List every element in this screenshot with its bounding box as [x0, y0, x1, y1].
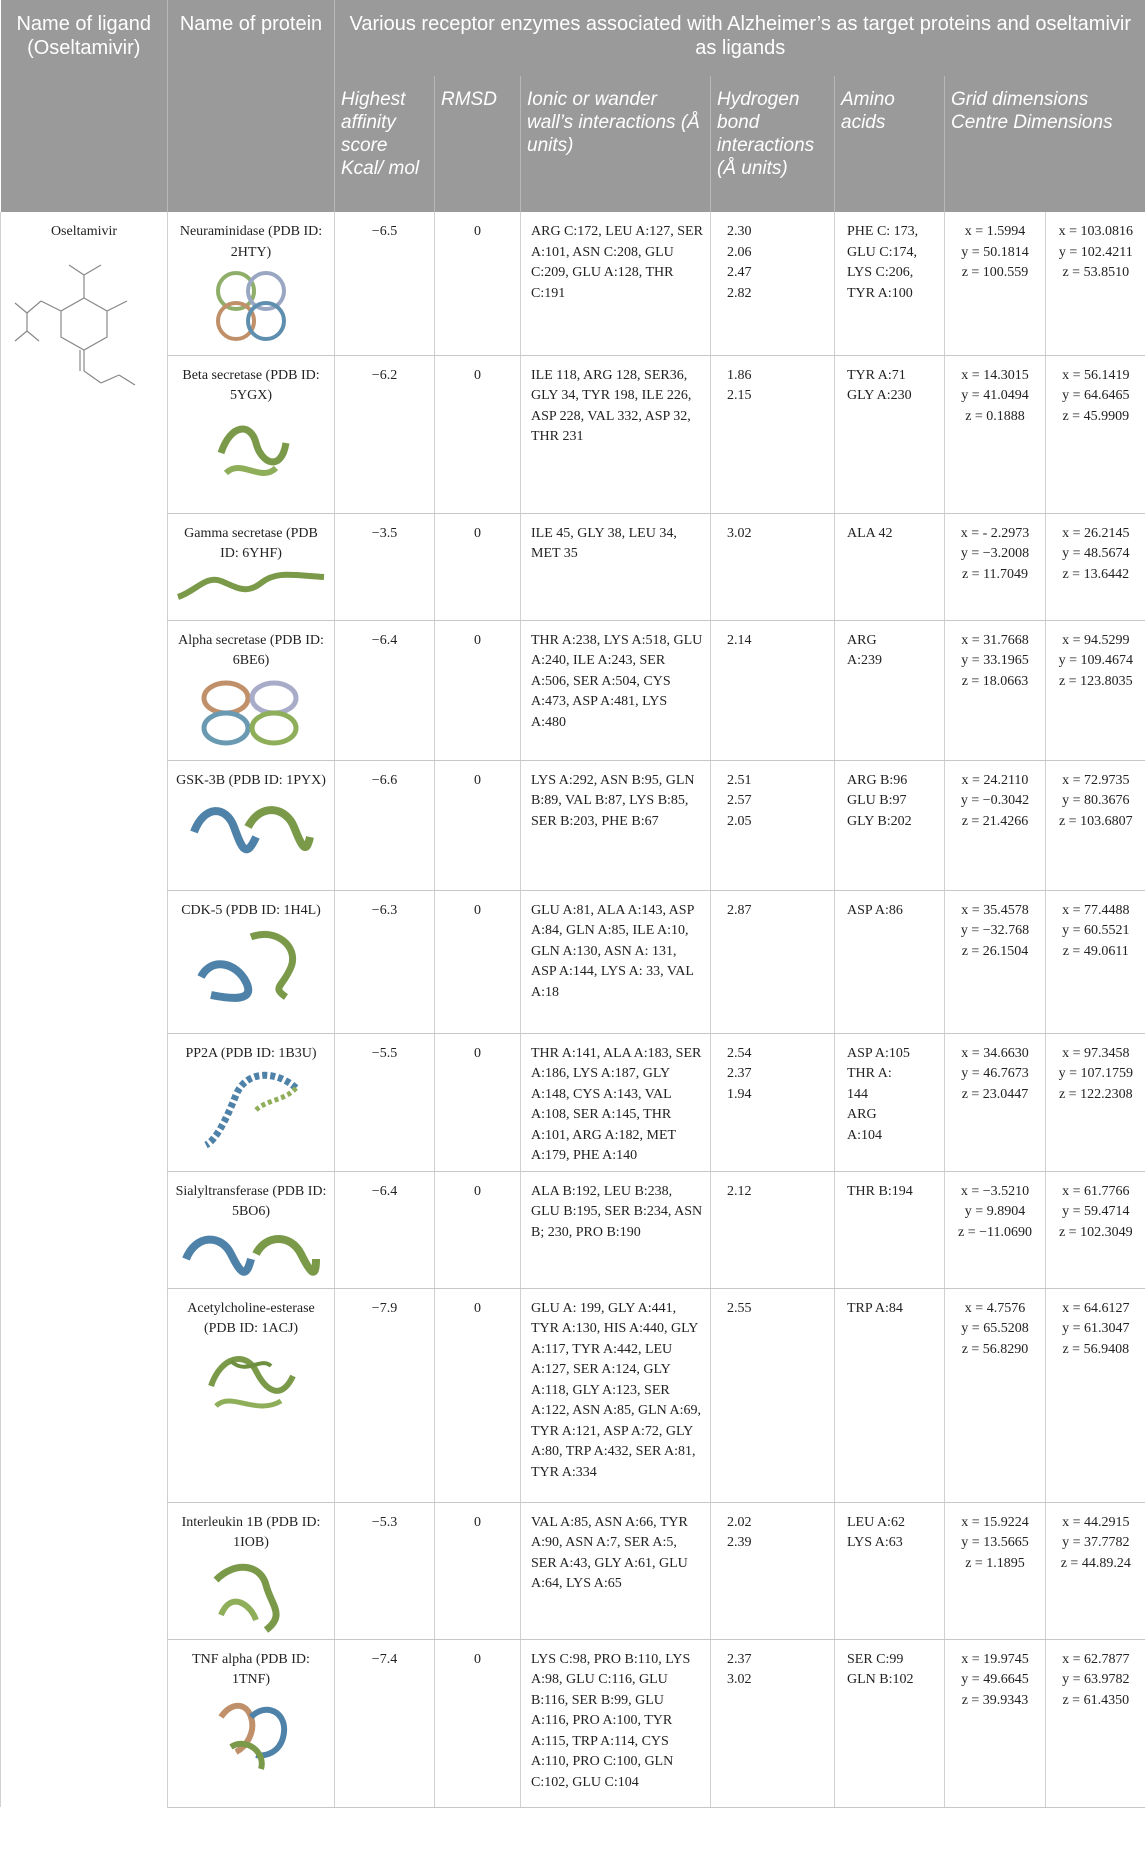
- ligand-name: Oseltamivir: [50, 224, 118, 239]
- affinity-cell-2: −3.5: [335, 513, 435, 620]
- affinity-cell-8: −7.9: [335, 1288, 435, 1502]
- rmsd-cell-10: 0: [435, 1639, 521, 1807]
- interactions-cell-4: LYS A:292, ASN B:95, GLN B:89, VAL B:87, LYS B:85, SER B:203, PHE B:67: [521, 760, 711, 890]
- dims-cell-9: x = 44.2915 y = 37.7782 z = 44.89.24: [1046, 1502, 1145, 1639]
- protein-ribbon-icon: [206, 413, 296, 488]
- rmsd-cell-1: 0: [435, 355, 521, 513]
- interactions-cell-5: GLU A:81, ALA A:143, ASP A:84, GLN A:85, ILE A:10, GLN A:130, ASN A: 131, ASP A:144, LYS A: 33, VAL A:18: [521, 890, 711, 1033]
- hbond-header: Hydrogen bond interactions (Å units): [711, 76, 835, 212]
- hbond-cell-0: 2.30 2.06 2.47 2.82: [711, 212, 835, 355]
- horseshoe-protein-icon: [196, 1070, 306, 1150]
- amino-cell-9: LEU A:62 LYS A:63: [835, 1502, 945, 1639]
- affinity-cell-0: −6.5: [335, 212, 435, 355]
- dims-cell-7: x = 61.7766 y = 59.4714 z = 102.3049: [1046, 1171, 1145, 1288]
- ligand-cell: [1, 212, 168, 1807]
- protein-name: Gamma secretase (PDB ID: 6YHF): [184, 525, 318, 561]
- protein-name: Alpha secretase (PDB ID: 6BE6): [178, 632, 324, 668]
- group-header: Various receptor enzymes associated with Alzheimer’s as target proteins and oseltamivir as ligands: [335, 0, 1145, 76]
- affinity-cell-6: −5.5: [335, 1033, 435, 1171]
- multi-domain-protein-icon: [196, 678, 306, 748]
- hbond-cell-7: 2.12: [711, 1171, 835, 1288]
- protein-cell-6: [168, 1033, 335, 1171]
- dims-cell-4: x = 72.9735 y = 80.3676 z = 103.6807: [1046, 760, 1145, 890]
- rmsd-cell-6: 0: [435, 1033, 521, 1171]
- rmsd-cell-3: 0: [435, 620, 521, 760]
- amino-cell-4: ARG B:96 GLU B:97 GLY B:202: [835, 760, 945, 890]
- affinity-cell-4: −6.6: [335, 760, 435, 890]
- centre-cell-8: x = 4.7576 y = 65.5208 z = 56.8290: [945, 1288, 1046, 1502]
- helix-protein-icon: [176, 571, 326, 601]
- amino-cell-0: PHE C: 173, GLU C:174, LYS C:206, TYR A:100: [835, 212, 945, 355]
- protein-cell-10: [168, 1639, 335, 1807]
- centre-cell-1: x = 14.3015 y = 41.0494 z = 0.1888: [945, 355, 1046, 513]
- table-row: [1, 212, 1145, 355]
- protein-cell-1: [168, 355, 335, 513]
- affinity-cell-3: −6.4: [335, 620, 435, 760]
- table-row: [1, 1639, 1145, 1807]
- interactions-cell-6: THR A:141, ALA A:183, SER A:186, LYS A:187, GLY A:148, CYS A:143, VAL A:108, SER A:145, THR A:101, ARG A:182, MET A:179, PHE A:140: [521, 1033, 711, 1171]
- protein-cell-5: [168, 890, 335, 1033]
- centre-cell-10: x = 19.9745 y = 49.6645 z = 39.9343: [945, 1639, 1046, 1807]
- protein-name: CDK-5 (PDB ID: 1H4L): [181, 902, 321, 918]
- ligand-column-header: Name of ligand (Oseltamivir): [1, 0, 168, 212]
- hbond-cell-6: 2.54 2.37 1.94: [711, 1033, 835, 1171]
- rmsd-header: RMSD: [435, 76, 521, 212]
- affinity-cell-10: −7.4: [335, 1639, 435, 1807]
- amino-cell-6: ASP A:105 THR A: 144 ARG A:104: [835, 1033, 945, 1171]
- interactions-cell-10: LYS C:98, PRO B:110, LYS A:98, GLU C:116, GLU B:116, SER B:99, GLU A:116, PRO A:100, TYR A:115, TRP A:114, CYS A:110, PRO C:100, GLN C:102, GLU C:104: [521, 1639, 711, 1807]
- protein-cell-3: [168, 620, 335, 760]
- table-row: [1, 1171, 1145, 1288]
- affinity-cell-7: −6.4: [335, 1171, 435, 1288]
- interactions-cell-7: ALA B:192, LEU B:238, GLU B:195, SER B:234, ASN B; 230, PRO B:190: [521, 1171, 711, 1288]
- protein-cell-0: [168, 212, 335, 355]
- protein-cell-2: [168, 513, 335, 620]
- dims-cell-2: x = 26.2145 y = 48.5674 z = 13.6442: [1046, 513, 1145, 620]
- amino-cell-8: TRP A:84: [835, 1288, 945, 1502]
- protein-ribbon-icon: [201, 1346, 301, 1421]
- amino-cell-2: ALA 42: [835, 513, 945, 620]
- amino-acids-header: Amino acids: [835, 76, 945, 212]
- centre-cell-7: x = −3.5210 y = 9.8904 z = −11.0690: [945, 1171, 1046, 1288]
- hbond-cell-10: 2.37 3.02: [711, 1639, 835, 1807]
- dims-cell-6: x = 97.3458 y = 107.1759 z = 122.2308: [1046, 1033, 1145, 1171]
- protein-name: Neuraminidase (PDB ID: 2HTY): [179, 224, 323, 260]
- dims-cell-10: x = 62.7877 y = 63.9782 z = 61.4350: [1046, 1639, 1145, 1807]
- dims-cell-3: x = 94.5299 y = 109.4674 z = 123.8035: [1046, 620, 1145, 760]
- rmsd-cell-8: 0: [435, 1288, 521, 1502]
- table-row: [1, 1033, 1145, 1171]
- multi-domain-protein-icon: [206, 269, 296, 344]
- affinity-cell-9: −5.3: [335, 1502, 435, 1639]
- hbond-cell-5: 2.87: [711, 890, 835, 1033]
- interactions-cell-3: THR A:238, LYS A:518, GLU A:240, ILE A:243, SER A:506, SER A:504, CYS A:473, ASP A:481, LYS A:480: [521, 620, 711, 760]
- table-row: [1, 760, 1145, 890]
- hbond-cell-9: 2.02 2.39: [711, 1502, 835, 1639]
- interactions-cell-2: ILE 45, GLY 38, LEU 34, MET 35: [521, 513, 711, 620]
- centre-cell-5: x = 35.4578 y = −32.768 z = 26.1504: [945, 890, 1046, 1033]
- protein-name: TNF alpha (PDB ID: 1TNF): [192, 1651, 310, 1687]
- protein-cell-8: [168, 1288, 335, 1502]
- protein-cell-4: [168, 760, 335, 890]
- affinity-cell-5: −6.3: [335, 890, 435, 1033]
- table-row: [1, 513, 1145, 620]
- table-row: [1, 1288, 1145, 1502]
- two-chain-protein-icon: [191, 927, 311, 1002]
- rmsd-cell-7: 0: [435, 1171, 521, 1288]
- dims-cell-8: x = 64.6127 y = 61.3047 z = 56.9408: [1046, 1288, 1145, 1502]
- ionic-interactions-header: Ionic or wander wall’s interactions (Å units): [521, 76, 711, 212]
- rmsd-cell-4: 0: [435, 760, 521, 890]
- table-row: [1, 620, 1145, 760]
- affinity-cell-1: −6.2: [335, 355, 435, 513]
- interactions-cell-0: ARG C:172, LEU A:127, SER A:101, ASN C:208, GLU C:209, GLU A:128, THR C:191: [521, 212, 711, 355]
- table-row: [1, 355, 1145, 513]
- amino-cell-7: THR B:194: [835, 1171, 945, 1288]
- dims-cell-1: x = 56.1419 y = 64.6465 z = 45.9909: [1046, 355, 1145, 513]
- interactions-cell-1: ILE 118, ARG 128, SER36, GLY 34, TYR 198, ILE 226, ASP 228, VAL 332, ASP 32, THR 231: [521, 355, 711, 513]
- protein-name: GSK-3B (PDB ID: 1PYX): [176, 772, 326, 788]
- two-chain-protein-icon: [186, 797, 316, 867]
- trimer-protein-icon: [206, 1697, 296, 1777]
- grid-dimensions-header: Grid dimensions Centre Dimensions: [945, 76, 1145, 212]
- two-chain-protein-icon: [181, 1229, 321, 1284]
- table-row: [1, 1502, 1145, 1639]
- protein-cell-7: [168, 1171, 335, 1288]
- rmsd-cell-9: 0: [435, 1502, 521, 1639]
- hbond-cell-8: 2.55: [711, 1288, 835, 1502]
- table-row: [1, 890, 1145, 1033]
- hbond-cell-2: 3.02: [711, 513, 835, 620]
- centre-cell-3: x = 31.7668 y = 33.1965 z = 18.0663: [945, 620, 1046, 760]
- protein-name: PP2A (PDB ID: 1B3U): [185, 1045, 317, 1061]
- oseltamivir-structure-icon: [9, 253, 159, 403]
- protein-name: Beta secretase (PDB ID: 5YGX): [182, 367, 320, 403]
- protein-cell-9: [168, 1502, 335, 1639]
- rmsd-cell-5: 0: [435, 890, 521, 1033]
- dims-cell-5: x = 77.4488 y = 60.5521 z = 49.0611: [1046, 890, 1145, 1033]
- centre-cell-6: x = 34.6630 y = 46.7673 z = 23.0447: [945, 1033, 1046, 1171]
- centre-cell-4: x = 24.2110 y = −0.3042 z = 21.4266: [945, 760, 1046, 890]
- protein-column-header: Name of protein: [168, 0, 335, 212]
- hbond-cell-4: 2.51 2.57 2.05: [711, 760, 835, 890]
- table-body: [1, 212, 1145, 1807]
- centre-cell-2: x = - 2.2973 y = −3.2008 z = 11.7049: [945, 513, 1046, 620]
- centre-cell-9: x = 15.9224 y = 13.5665 z = 1.1895: [945, 1502, 1046, 1639]
- hbond-cell-1: 1.86 2.15: [711, 355, 835, 513]
- amino-cell-1: TYR A:71 GLY A:230: [835, 355, 945, 513]
- affinity-header: Highest affinity score Kcal/ mol: [335, 76, 435, 212]
- protein-ribbon-icon: [206, 1560, 296, 1635]
- amino-cell-3: ARG A:239: [835, 620, 945, 760]
- rmsd-cell-2: 0: [435, 513, 521, 620]
- interactions-cell-8: GLU A: 199, GLY A:441, TYR A:130, HIS A:440, GLY A:117, TYR A:442, LEU A:127, SER A:124, GLY A:118, GLY A:123, SER A:122, ASN A:85, GLN A:69, TYR A:121, ASP A:72, GLY A:80, TRP A:432, SER A:81, TYR A:334: [521, 1288, 711, 1502]
- rmsd-cell-0: 0: [435, 212, 521, 355]
- hbond-cell-3: 2.14: [711, 620, 835, 760]
- protein-name: Sialyltransferase (PDB ID: 5BO6): [175, 1183, 327, 1219]
- protein-name: Interleukin 1B (PDB ID: 1IOB): [181, 1514, 321, 1550]
- interactions-cell-9: VAL A:85, ASN A:66, TYR A:90, ASN A:7, SER A:5, SER A:43, GLY A:61, GLU A:64, LYS A:65: [521, 1502, 711, 1639]
- centre-cell-0: x = 1.5994 y = 50.1814 z = 100.559: [945, 212, 1046, 355]
- protein-name: Acetylcholine-esterase (PDB ID: 1ACJ): [187, 1300, 315, 1336]
- dims-cell-0: x = 103.0816 y = 102.4211 z = 53.8510: [1046, 212, 1145, 355]
- amino-cell-10: SER C:99 GLN B:102: [835, 1639, 945, 1807]
- amino-cell-5: ASP A:86: [835, 890, 945, 1033]
